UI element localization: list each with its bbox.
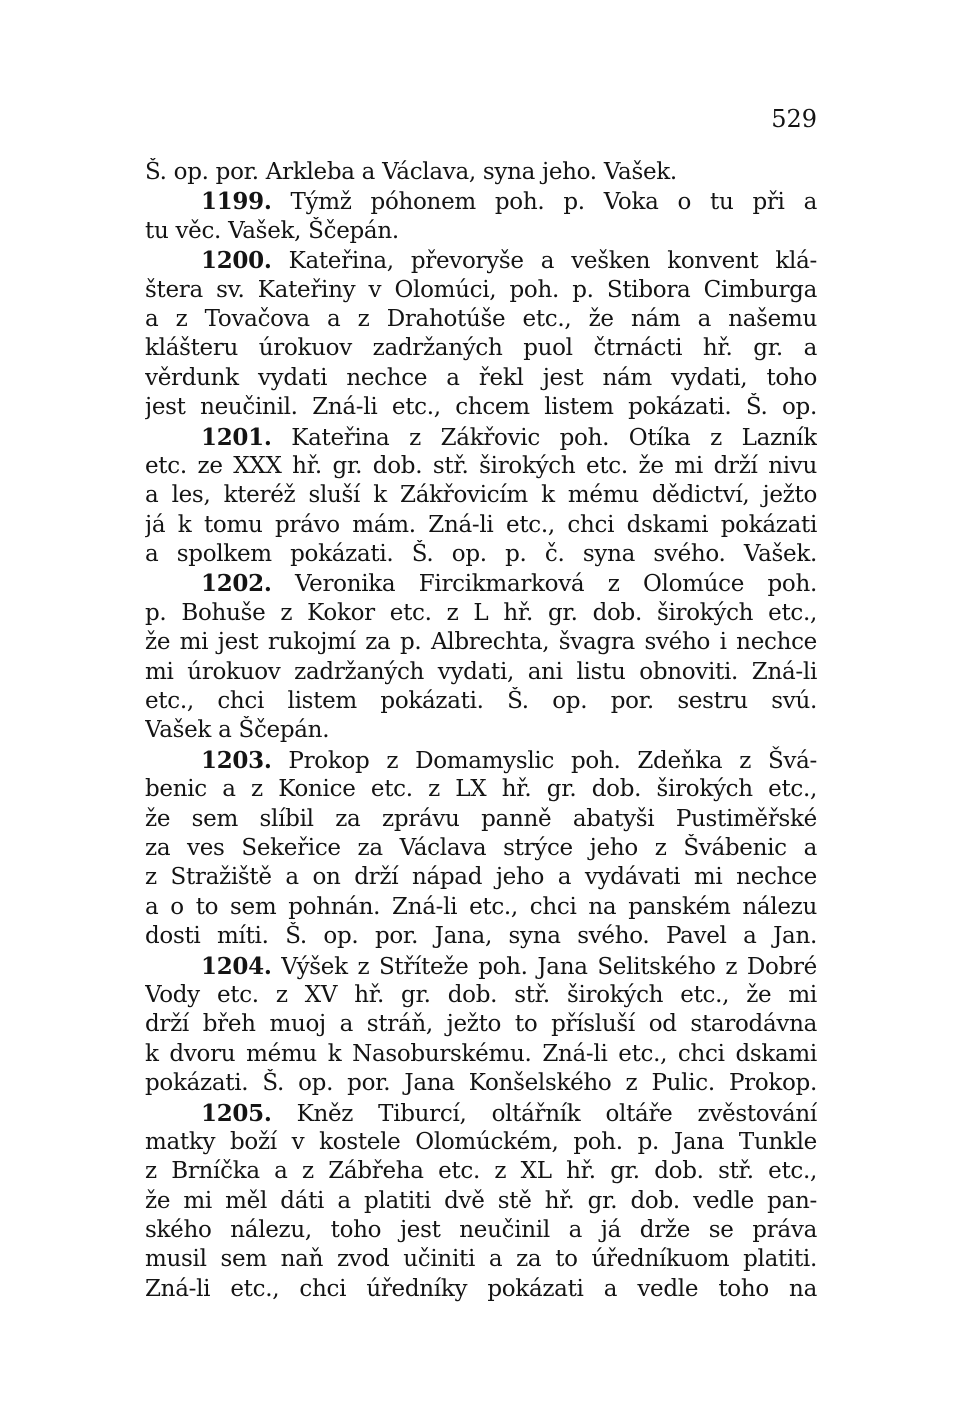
- text-line: [145, 217, 817, 246]
- entry-number: 1200.: [201, 247, 272, 275]
- text-line: [145, 393, 817, 422]
- entry-number: 1202.: [201, 570, 272, 598]
- page-number: 529: [771, 105, 817, 133]
- text-line: [145, 1040, 817, 1069]
- entry-start-line: [145, 423, 817, 452]
- line-text: p. Bohuše z Kokor etc. z L hř. gr. dob. širokých etc.,: [145, 599, 817, 626]
- text-line: [145, 716, 817, 745]
- line-text: z Stražiště a on drží nápad jeho a vydávati mi nechce: [145, 864, 817, 891]
- line-text: Týmž póhonem poh. p. Voka o tu při a: [271, 189, 817, 216]
- text-line: [145, 1245, 817, 1274]
- text-line: [145, 481, 817, 510]
- line-text: a spolkem pokázati. Š. op. p. č. syna svého. Vašek.: [145, 541, 817, 568]
- line-text: jest neučinil. Zná-li etc., chcem listem pokázati. Š. op.: [145, 394, 817, 421]
- line-text: Výšek z Stříteže poh. Jana Selitského z Dobré: [271, 953, 817, 980]
- line-text: dosti míti. Š. op. por. Jana, syna svého. Pavel a Jan.: [145, 923, 817, 950]
- text-line: [145, 1187, 817, 1216]
- line-text: a les, kteréž sluší k Zákřovicím k mému dědictví, ježto: [145, 482, 817, 509]
- text-line: [145, 158, 817, 187]
- line-text: drží břeh muoj a stráň, ježto to přísluší od starodávna: [145, 1011, 817, 1038]
- text-line: [145, 511, 817, 540]
- line-text: Vašek a Ščepán.: [145, 717, 330, 744]
- line-text: a o to sem pohnán. Zná-li etc., chci na panském nálezu: [145, 893, 817, 920]
- line-text: Kněz Tiburcí, oltářník oltáře zvěstování: [271, 1100, 817, 1127]
- line-text: štera sv. Kateřiny v Olomúci, poh. p. Stibora Cimburga: [145, 276, 817, 303]
- line-text: Š. op. por. Arkleba a Václava, syna jeho. Vašek.: [145, 159, 677, 185]
- text-line: [145, 599, 817, 628]
- entry-start-line: [145, 569, 817, 598]
- line-text: benic a z Konice etc. z LX hř. gr. dob. širokých etc.,: [145, 776, 817, 803]
- text-line: [145, 893, 817, 922]
- line-text: klášteru úrokuov zadržaných puol čtrnácti hř. gr. a: [145, 335, 817, 362]
- text-line: [145, 540, 817, 569]
- line-text: a z Tovačova a z Drahotúše etc., že nám a našemu: [145, 305, 817, 332]
- entry-start-line: [145, 746, 817, 775]
- line-text: já k tomu právo mám. Zná-li etc., chci dskami pokázati: [145, 511, 817, 538]
- text-line: [145, 775, 817, 804]
- text-line: [145, 1128, 817, 1157]
- line-text: Vody etc. z XV hř. gr. dob. stř. širokých etc., že mi: [145, 981, 817, 1008]
- line-text: ského nálezu, toho jest neučinil a já drže se práva: [145, 1217, 817, 1244]
- entry-number: 1199.: [201, 188, 272, 216]
- text-line: [145, 1069, 817, 1098]
- text-line: [145, 1157, 817, 1186]
- line-text: tu věc. Vašek, Ščepán.: [145, 217, 399, 244]
- entry-start-line: [145, 246, 817, 275]
- text-line: [145, 1275, 817, 1304]
- line-text: že mi měl dáti a platiti dvě stě hř. gr. dob. vedle pan-: [145, 1187, 817, 1214]
- line-text: matky boží v kostele Olomúckém, poh. p. Jana Tunkle: [145, 1128, 817, 1155]
- text-line: [145, 834, 817, 863]
- line-text: Veronika Fircikmarková z Olomúce poh.: [271, 571, 817, 598]
- entry-number: 1203.: [201, 746, 272, 774]
- text-line: [145, 805, 817, 834]
- line-text: Kateřina z Zákřovic poh. Otíka z Lazník: [271, 424, 817, 451]
- line-text: etc. ze XXX hř. gr. dob. stř. širokých etc. že mi drží nivu: [145, 452, 817, 479]
- line-text: věrdunk vydati nechce a řekl jest nám vydati, toho: [145, 364, 817, 391]
- text-line: [145, 687, 817, 716]
- line-text: že sem slíbil za zprávu panně abatyši Pustiměřské: [145, 805, 817, 832]
- line-text: etc., chci listem pokázati. Š. op. por. sestru svú.: [145, 688, 817, 715]
- text-line: [145, 305, 817, 334]
- text-line: [145, 922, 817, 951]
- text-line: [145, 364, 817, 393]
- line-text: musil sem naň zvod učiniti a za to úředníkuom platiti.: [145, 1246, 817, 1273]
- entry-number: 1201.: [201, 423, 272, 451]
- entry-start-line: [145, 187, 817, 216]
- text-line: [145, 334, 817, 363]
- line-text: Prokop z Domamyslic poh. Zdeňka z Švá-: [271, 747, 817, 774]
- text-line: [145, 628, 817, 657]
- text-line: [145, 658, 817, 687]
- line-text: Zná-li etc., chci úředníky pokázati a vedle toho na: [145, 1275, 817, 1302]
- text-line: [145, 452, 817, 481]
- text-line: [145, 981, 817, 1010]
- line-text: že mi jest rukojmí za p. Albrechta, švagra svého i nechce: [145, 629, 817, 656]
- text-line: [145, 276, 817, 305]
- line-text: mi úrokuov zadržaných vydati, ani listu obnoviti. Zná-li: [145, 658, 817, 685]
- body-text: [145, 158, 817, 1304]
- text-line: [145, 1216, 817, 1245]
- entry-number: 1204.: [201, 952, 272, 980]
- line-text: pokázati. Š. op. por. Jana Konšelského z Pulic. Prokop.: [145, 1070, 817, 1097]
- entry-number: 1205.: [201, 1099, 272, 1127]
- text-line: [145, 1010, 817, 1039]
- line-text: z Brníčka a z Zábřeha etc. z XL hř. gr. dob. stř. etc.,: [145, 1158, 817, 1185]
- line-text: Kateřina, převoryše a vešken konvent klá-: [271, 248, 817, 275]
- entry-start-line: [145, 952, 817, 981]
- entry-start-line: [145, 1099, 817, 1128]
- line-text: za ves Sekeřice za Václava strýce jeho z Švábenic a: [145, 834, 817, 861]
- line-text: k dvoru mému k Nasoburskému. Zná-li etc., chci dskami: [145, 1040, 817, 1067]
- text-line: [145, 863, 817, 892]
